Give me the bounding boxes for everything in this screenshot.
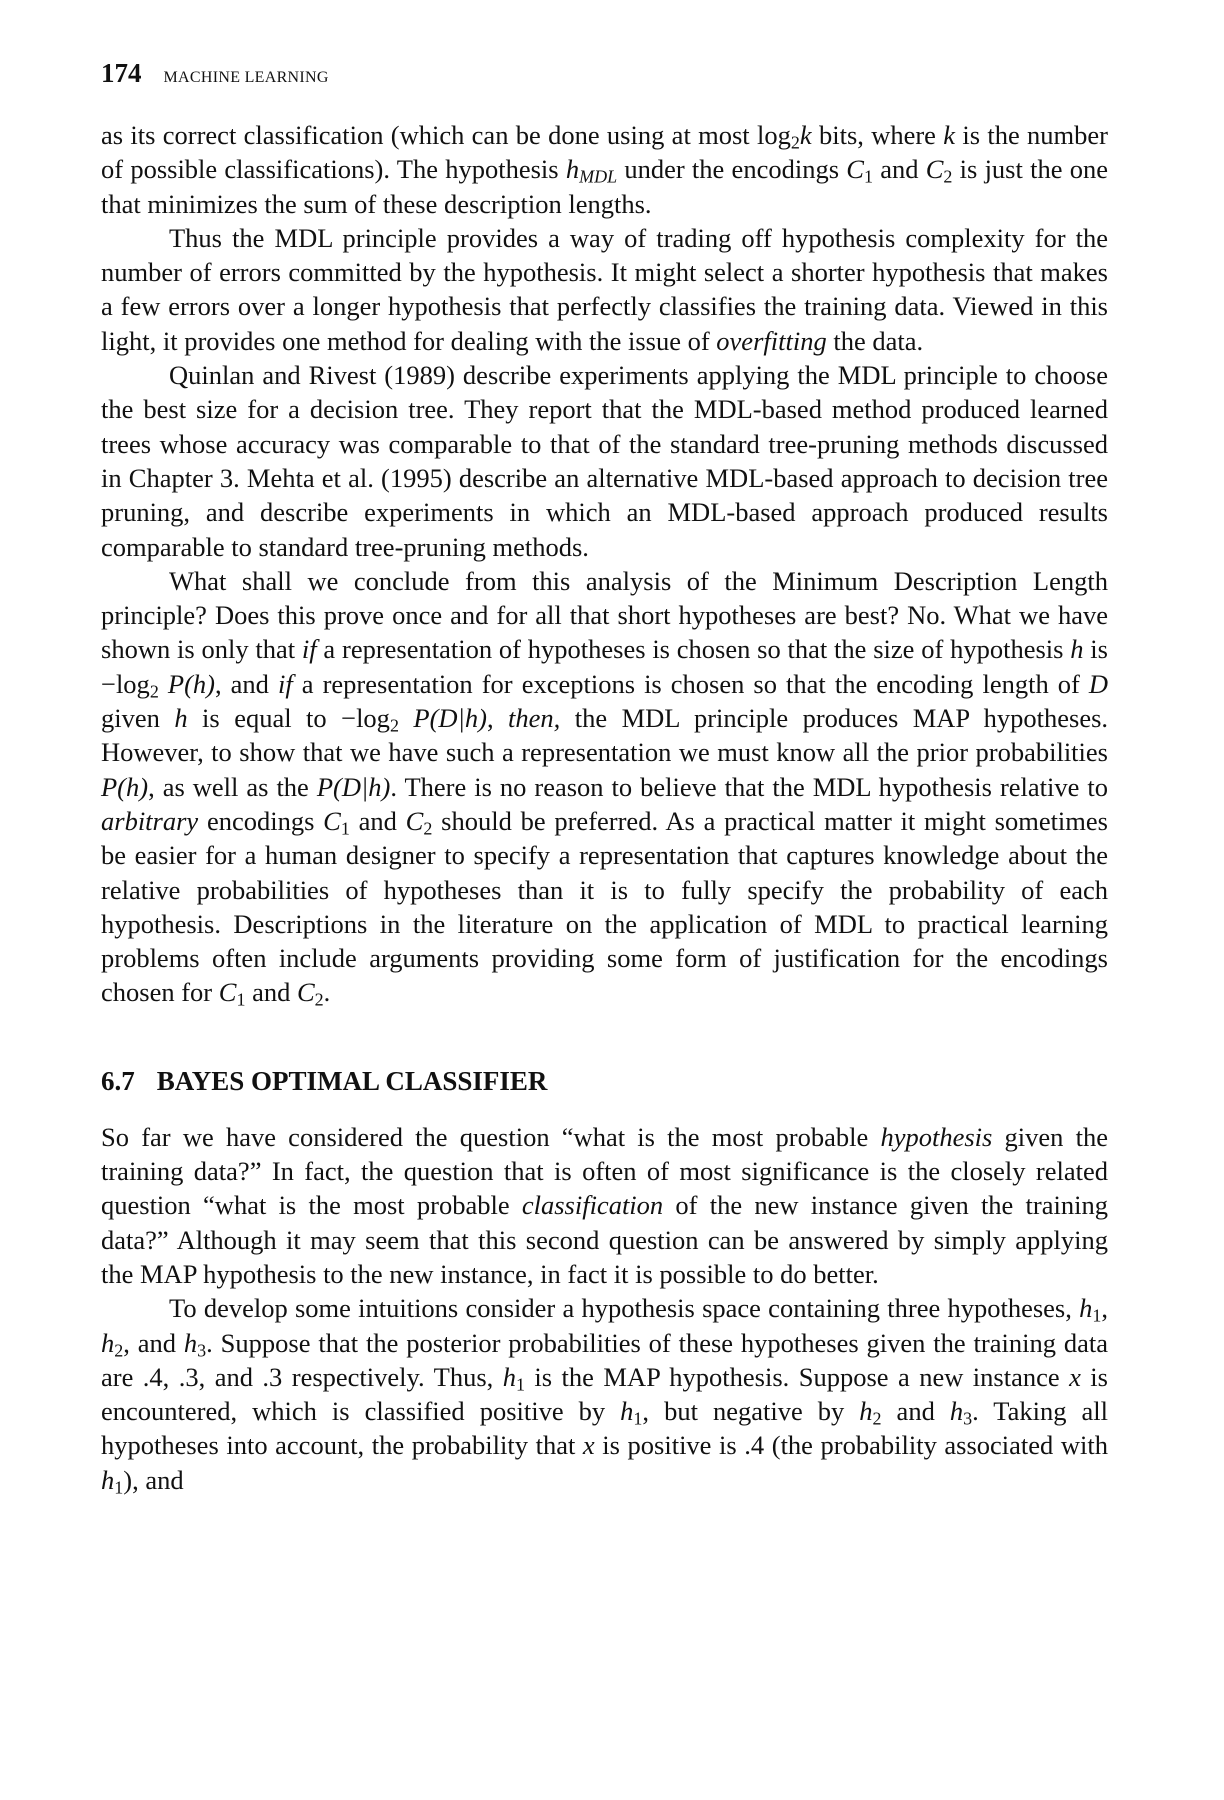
running-head: MACHINE LEARNING: [163, 69, 329, 86]
paragraph-1: as its correct classification (which can be done using at most $\log_2k$ bits, where k is the number of possible classifications). The hypothesis $h_{MDL}$ under the encodings $C_1$ and $C_2$ is just the one that minimizes the sum of these description lengths.: [101, 120, 1108, 219]
paragraph-2: Thus the MDL principle provides a way of trading off hypothesis complexity for the number of errors committed by the hypothesis. It might select a shorter hypothesis that makes a few errors over a longer hypothesis that perfectly classifies the training data. Viewed in this light, it provides one method for dealing with the issue of overfitting the data.: [101, 222, 1108, 356]
page-header: [101, 58, 329, 89]
page-body: [101, 118, 1108, 1497]
paragraph-5: So far we have considered the question “what is the most probable hypothesis given the training data?” In fact, the question that is often of most significance is the closely related question “what is the most probable classification of the new instance given the training data?” Although it may seem that this second question can be answered by simply applying the MAP hypothesis to the new instance, in fact it is possible to do better.: [101, 1121, 1109, 1289]
paragraph-4: What shall we conclude from this analysis of the Minimum Description Length principle? Does this prove once and for all that short hypotheses are best? No. What we have shown is only that if a representation of hypotheses is chosen so that the size of hypothesis h is $-\log_2$ P(h), and if a representation for exceptions is chosen so that the encoding length of D given h is equal to $-\log_2$ P(D|h), then, the MDL principle produces MAP hypotheses. However, to show that we have such a representation we must know all the prior probabilities P(h), as well as the P(D|h). There is no reason to believe that the MDL hypothesis relative to arbitrary encodings $C_1$ and $C_2$ should be preferred. As a practical matter it might sometimes be easier for a human designer to specify a representation that captures knowledge about the relative probabilities of hypotheses than it is to fully specify the probability of each hypothesis. Descriptions in the literature on the application of MDL to practical learning problems often include arguments providing some form of justification for the encodings chosen for $C_1$ and $C_2$.: [101, 565, 1109, 1010]
section-heading: 6.7 BAYES OPTIMAL CLASSIFIER: [101, 1065, 548, 1096]
page-number: 174: [101, 58, 142, 88]
paragraph-3: Quinlan and Rivest (1989) describe experiments applying the MDL principle to choose the best size for a decision tree. They report that the MDL-based method produced learned trees whose accuracy was comparable to that of the standard tree-pruning methods discussed in Chapter 3. Mehta et al. (1995) describe an alternative MDL-based approach to decision tree pruning, and describe experiments in which an MDL-based approach produced results comparable to standard tree-pruning methods.: [101, 360, 1108, 562]
paragraph-6: To develop some intuitions consider a hypothesis space containing three hypotheses, $h_1$, $h_2$, and $h_3$. Suppose that the posterior probabilities of these hypotheses given the training data are .4, .3, and .3 respectively. Thus, $h_1$ is the MAP hypothesis. Suppose a new instance x is encountered, which is classified positive by $h_1$, but negative by $h_2$ and $h_3$. Taking all hypotheses into account, the probability that x is positive is .4 (the probability associated with $h_1$), and: [101, 1293, 1108, 1498]
